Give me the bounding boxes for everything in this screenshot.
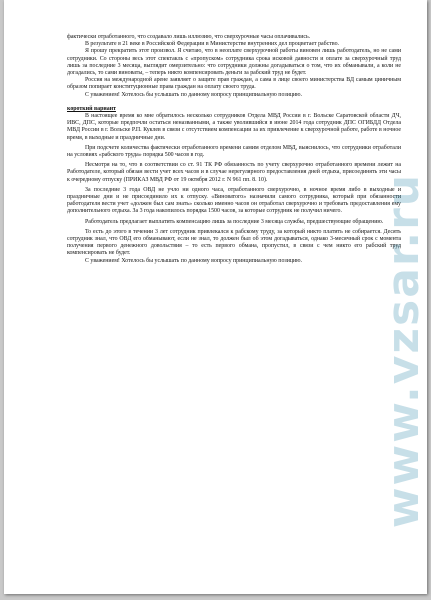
paragraph-appeal: В настоящее время ко мне обратилось несколько сотрудников Отдела МВД России в г. Вольске Саратовской области ДЧ, ИВС, ДПС, которые предпочли остаться неназванными, а также уволившийся в июне 2014 года сотрудник ДПС ОГИБДД Отдела МВД России в г. Вольске Р.П. Куклев в связи с отсутствием компенсации за их привлечение к сверхурочной работе, работе в ночное время, в выходные и праздничные дни. xyxy=(67,113,401,141)
paragraph-regards-2: С уважением! Хотелось бы услышать по данному вопросу принципиальную позицию. xyxy=(85,257,303,264)
paragraph-law: Несмотря на то, что в соответствии со ст. 91 ТК РФ обязанность по учету сверхурочно отработанного времени лежит на Работодателе, который обязан вести учет всех часов и в случае нерегулярного предоставления дней отдыха, присоединять эти часы к очередному отпуску (ПРИКАЗ МВД РФ от 19 октября 2012 г. N 961 пп. 8. 10). xyxy=(67,162,401,183)
paragraph-three-years: За последние 3 года ОВД не учло ни одного часа, отработанного сверхурочно, в ночное время либо в выходные и праздничные дни и не присоединило их к отпуску. «Виноватого» назначили самого сотрудника, который при обязанности работодателя вести учет «должен был сам знать» сколько именно часов он отработал сверхурочно и требовать предоставления ему дополнительного отдыха. За 3 года накопилось порядка 1500 часов, за которые сотрудник не получил ничего. xyxy=(67,186,401,215)
watermark-text: www.vzsar.ru xyxy=(378,172,430,528)
paragraph-russia: Россия на международной арене заявляет о защите прав граждан, а сама в лице своего министерства ВД самым циничным образом попирает конституционные права граждан на оплату своего труда. xyxy=(67,77,401,91)
paragraph-regards-1: С уважением! Хотелось бы услышать по данному вопросу принципиальную позицию. xyxy=(85,91,303,98)
paragraph-count: При подсчете количества фактически отработанного времени самим отделом МВД, выяснилось, что сотрудники отработали на условиях «рабского труда» порядка 500 часов в год. xyxy=(67,144,401,159)
paragraph-compensation: Работодатель предлагает выплатить компенсацию лишь за последние 3 месяца службы, предшествующие обращению. xyxy=(85,218,384,225)
paragraph-continuation: фактически отработанного, что создавало лишь иллюзию, что сверхурочные часы оплачивались. xyxy=(67,34,311,40)
paragraph-before: То есть до этого в течении 3 лет сотрудник привлекался к рабскому труду, за который никто платить не собирается. Десять сотрудник знал, что ОВД его обманывают, если не знал, то должен был об этом догадываться, однако 3-месячный срок с момента получения первого денежного довольствия – то есть первого обмана, пропустил, в связи с чем никто его рабский труд компенсировать не будет. xyxy=(67,228,401,257)
paragraph-slavery: В результате в 21 веке в Российской Федерации в Министерстве внутренних дел процветает рабство. xyxy=(85,41,340,48)
document-page xyxy=(4,0,427,594)
paragraph-request: Я прошу прекратить этот произвол. Я считаю, что в неоплате сверхурочной работы виновен лишь работодатель, но не сами сотрудники. Со стороны весь этот спектакль с «пропуском» сотрудника срока исковой давности и оплате за сверхурочный труд лишь за последние 3 месяца, выглядит омерзительно: что сотрудники должны догадываться о том, что их обманывали, а коли не догадались, то сами виноваты, – теперь никто компенсировать деньги за рабский труд не будет. xyxy=(67,48,401,77)
section-heading: короткий вариант xyxy=(67,105,116,112)
